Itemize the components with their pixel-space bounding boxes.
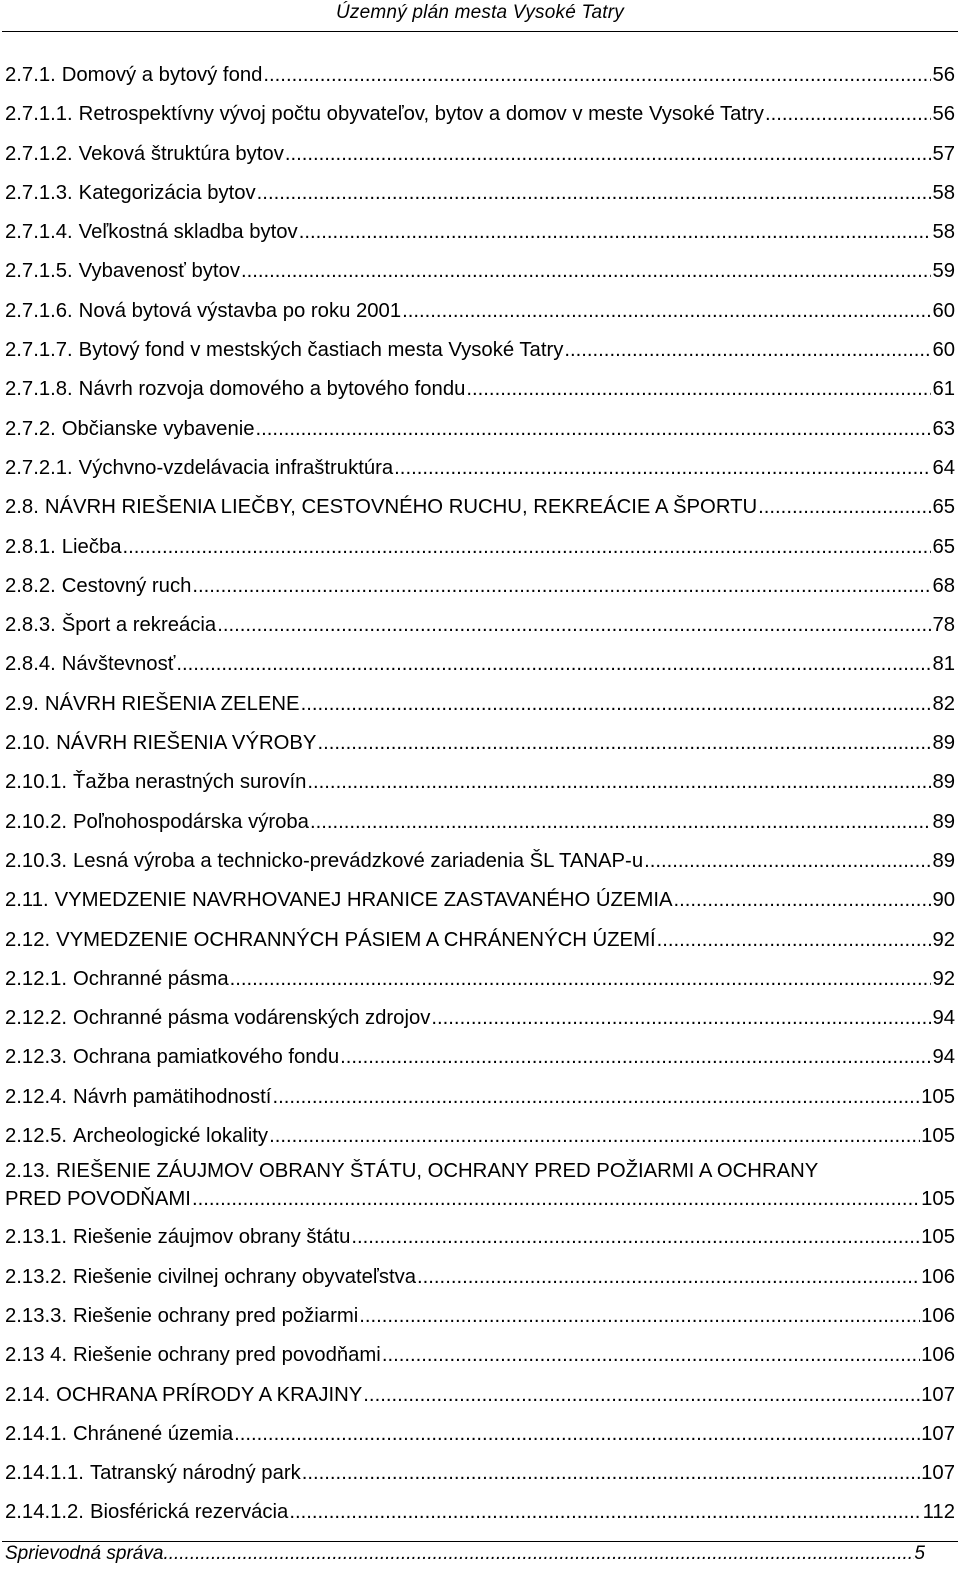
toc-entry-title: Šport a rekreácia xyxy=(61,614,217,637)
toc-entry-number: 2.8.2. xyxy=(5,574,56,597)
toc-entry-number: 2.13.2. xyxy=(5,1265,68,1288)
toc-entry-page: 63 xyxy=(932,417,955,440)
toc-entry-title: Ochranné pásma xyxy=(73,967,229,990)
toc-entry-number: 2.8.3. xyxy=(5,614,56,637)
toc-leader-dots xyxy=(301,685,932,724)
toc-entry-number: 2.10.3. xyxy=(5,849,68,872)
toc-entry[interactable] xyxy=(5,1454,955,1493)
toc-entry-number: 2.12.2. xyxy=(5,1007,68,1030)
toc-entry-number: 2.8.1. xyxy=(5,535,56,558)
toc-entry[interactable] xyxy=(5,921,955,960)
toc-entry-number: 2.7.1.1. xyxy=(5,103,73,126)
toc-entry-title: Domový a bytový fond xyxy=(61,64,263,86)
toc-entry-page: 90 xyxy=(932,889,955,912)
toc-entry-title: Nová bytová výstavba po roku 2001 xyxy=(78,299,402,322)
toc-entry-title: OCHRANA PRÍRODY A KRAJINY xyxy=(56,1383,363,1406)
toc-entry-title: Chránené územia xyxy=(73,1422,234,1445)
toc-entry-page: 94 xyxy=(932,1007,955,1030)
toc-leader-dots xyxy=(340,1038,931,1077)
toc-entry[interactable] xyxy=(5,528,955,567)
toc-entry[interactable] xyxy=(5,331,955,370)
toc-entry[interactable] xyxy=(5,567,955,606)
toc-entry[interactable] xyxy=(5,213,955,252)
toc-entry-number: 2.12.5. xyxy=(5,1125,68,1148)
toc-entry-number: 2.7.2.1. xyxy=(5,456,73,479)
toc-entry-page: 107 xyxy=(921,1383,955,1406)
toc-entry-title: Riešenie ochrany pred povodňami xyxy=(73,1344,381,1367)
toc-entry-title: NÁVRH RIEŠENIA VÝROBY xyxy=(56,732,317,755)
toc-entry-page: 78 xyxy=(932,614,955,637)
toc-leader-dots xyxy=(217,606,931,645)
toc-entry-number: 2.7.1.7. xyxy=(5,339,73,362)
toc-entry-title-continued: PRED POVODŇAMI xyxy=(5,1188,191,1211)
toc-entry[interactable] xyxy=(5,881,955,920)
toc-entry-number: 2.7.1.2. xyxy=(5,142,73,165)
toc-entry-title: Retrospektívny vývoj počtu obyvateľov, bytov a domov v meste Vysoké Tatry xyxy=(78,103,764,126)
toc-leader-dots xyxy=(317,724,931,763)
toc-entry-page: 105 xyxy=(921,1226,955,1249)
toc-entry-page: 89 xyxy=(932,771,955,794)
toc-entry-page: 58 xyxy=(932,181,955,204)
toc-entry[interactable] xyxy=(5,135,955,174)
toc-leader-dots xyxy=(363,1376,920,1415)
toc-entry[interactable] xyxy=(5,252,955,291)
toc-entry[interactable] xyxy=(5,960,955,999)
toc-leader-dots xyxy=(257,174,932,213)
toc-entry-title: VYMEDZENIE OCHRANNÝCH PÁSIEM A CHRÁNENÝCH ÚZEMÍ xyxy=(56,928,656,951)
toc-entry[interactable] xyxy=(5,1117,955,1156)
toc-entry-page: 68 xyxy=(932,574,955,597)
toc-entry-title: VYMEDZENIE NAVRHOVANEJ HRANICE ZASTAVANÉHO ÚZEMIA xyxy=(54,889,673,912)
toc-entry-title: Veková štruktúra bytov xyxy=(78,142,284,165)
header-rule xyxy=(2,31,958,32)
toc-entry-number: 2.8. xyxy=(5,496,39,519)
toc-entry-title: Návrh rozvoja domového a bytového fondu xyxy=(78,378,466,401)
toc-entry[interactable] xyxy=(5,999,955,1038)
toc-entry-number: 2.7.1. xyxy=(5,64,56,86)
toc-entry-page: 60 xyxy=(932,339,955,362)
footer-label: Sprievodná správa xyxy=(5,1543,164,1564)
toc-entry-number: 2.12. xyxy=(5,928,51,951)
toc-leader-dots xyxy=(192,1184,920,1214)
toc-entry-title: Ochrana pamiatkového fondu xyxy=(73,1046,340,1069)
toc-entry[interactable] xyxy=(5,842,955,881)
toc-entry[interactable] xyxy=(5,645,955,684)
toc-entry[interactable] xyxy=(5,1415,955,1454)
toc-leader-dots xyxy=(310,803,931,842)
toc-leader-dots xyxy=(299,213,932,252)
toc-entry-title: Návrh pamätihodností xyxy=(73,1085,272,1108)
toc-entry-line1 xyxy=(5,1156,955,1184)
toc-entry-title: Vybavenosť bytov xyxy=(78,260,240,283)
toc-entry[interactable] xyxy=(5,763,955,802)
toc-leader-dots xyxy=(256,410,932,449)
toc-entry[interactable] xyxy=(5,1038,955,1077)
toc-entry-page: 56 xyxy=(932,103,955,126)
toc-entry-page: 61 xyxy=(932,378,955,401)
toc-entry-title: Lesná výroba a technicko-prevádzkové zariadenia ŠL TANAP-u xyxy=(73,849,644,872)
toc-entry-page: 56 xyxy=(932,64,955,86)
toc-entry[interactable] xyxy=(5,410,955,449)
toc-entry-page: 58 xyxy=(932,221,955,244)
toc-entry-number: 2.13.1. xyxy=(5,1226,68,1249)
toc-entry[interactable] xyxy=(5,56,955,95)
toc-entry-page: 106 xyxy=(921,1265,955,1288)
toc-leader-dots xyxy=(674,881,932,920)
toc-entry[interactable] xyxy=(5,685,955,724)
toc-entry-title: Riešenie ochrany pred požiarmi xyxy=(73,1304,359,1327)
toc-entry-number: 2.13. xyxy=(5,1160,51,1183)
toc-entry[interactable] xyxy=(5,606,955,645)
toc-entry[interactable] xyxy=(5,1336,955,1375)
toc-leader-dots xyxy=(285,135,932,174)
toc-entry-title: Výchvno-vzdelávacia infraštruktúra xyxy=(78,456,394,479)
toc-entry-number: 2.7.1.4. xyxy=(5,221,73,244)
page-header: Územný plán mesta Vysoké Tatry xyxy=(336,2,624,23)
toc-entry-number: 2.14.1. xyxy=(5,1422,68,1445)
toc-entry-page: 92 xyxy=(932,928,955,951)
toc-entry[interactable] xyxy=(5,803,955,842)
toc-entry-number: 2.7.1.5. xyxy=(5,260,73,283)
toc-leader-dots xyxy=(644,842,931,881)
toc-entry-title: Archeologické lokality xyxy=(73,1125,269,1148)
toc-leader-dots xyxy=(564,331,931,370)
toc-entry-title: Kategorizácia bytov xyxy=(78,181,256,204)
toc-entry-page: 105 xyxy=(921,1125,955,1148)
toc-entry-page: 94 xyxy=(932,1046,955,1069)
toc-entry-page: 92 xyxy=(932,967,955,990)
toc-entry-line2 xyxy=(5,1184,955,1218)
toc-entry-page: 106 xyxy=(921,1304,955,1327)
toc-entry-page: 107 xyxy=(921,1462,955,1485)
toc-entry-page: 112 xyxy=(922,1501,955,1524)
toc-entry-number: 2.13.3. xyxy=(5,1304,68,1327)
toc-entry-page: 106 xyxy=(921,1344,955,1367)
toc-entry-page: 60 xyxy=(932,299,955,322)
toc-leader-dots xyxy=(176,645,931,684)
toc-entry-number: 2.12.4. xyxy=(5,1085,68,1108)
toc-entry-page: 65 xyxy=(932,535,955,558)
toc-entry-title: Návštevnosť xyxy=(61,653,176,676)
toc-entry-number: 2.8.4. xyxy=(5,653,56,676)
toc-leader-dots xyxy=(351,1218,920,1257)
toc-entry-number: 2.14. xyxy=(5,1383,51,1406)
toc-entry-page: 105 xyxy=(921,1188,955,1211)
toc-entry-title: Bytový fond v mestských častiach mesta Vysoké Tatry xyxy=(78,339,564,362)
page-footer xyxy=(5,1542,925,1566)
toc-leader-dots xyxy=(192,567,931,606)
toc-entry[interactable] xyxy=(5,370,955,409)
toc-entry-number: 2.10. xyxy=(5,732,51,755)
toc-entry[interactable] xyxy=(5,488,955,527)
toc-entry[interactable] xyxy=(5,1156,955,1218)
toc-entry-number: 2.7.2. xyxy=(5,417,56,440)
toc-entry-page: 89 xyxy=(932,732,955,755)
toc-entry-page: 105 xyxy=(921,1085,955,1108)
toc-entry-page: 65 xyxy=(932,496,955,519)
toc-entry[interactable] xyxy=(5,1297,955,1336)
toc-leader-dots xyxy=(758,488,931,527)
toc-entry-number: 2.9. xyxy=(5,692,39,715)
toc-leader-dots xyxy=(307,763,931,802)
toc-entry-page: 89 xyxy=(932,810,955,833)
table-of-contents xyxy=(5,56,955,1533)
toc-entry-number: 2.14.1.2. xyxy=(5,1501,84,1524)
toc-entry-number: 2.14.1.1. xyxy=(5,1462,84,1485)
toc-leader-dots xyxy=(123,528,932,567)
toc-entry-title: Veľkostná skladba bytov xyxy=(78,221,298,244)
toc-entry-page: 57 xyxy=(932,142,955,165)
toc-entry[interactable] xyxy=(5,174,955,213)
toc-entry-number: 2.12.1. xyxy=(5,967,68,990)
toc-entry[interactable] xyxy=(5,95,955,134)
toc-entry-title: Občianske vybavenie xyxy=(61,417,255,440)
footer-page-number: 5 xyxy=(914,1543,925,1564)
toc-entry-number: 2.10.1. xyxy=(5,771,68,794)
footer-leader-dots xyxy=(163,1542,914,1566)
toc-leader-dots xyxy=(394,449,931,488)
toc-entry[interactable] xyxy=(5,724,955,763)
toc-leader-dots xyxy=(241,252,931,291)
toc-leader-dots xyxy=(431,999,931,1038)
toc-leader-dots xyxy=(466,370,931,409)
toc-entry-number: 2.7.1.8. xyxy=(5,378,73,401)
toc-leader-dots xyxy=(263,56,931,95)
toc-entry-page: 59 xyxy=(932,260,955,283)
toc-entry-title: RIEŠENIE ZÁUJMOV OBRANY ŠTÁTU, OCHRANY PRED POŽIARMI A OCHRANY xyxy=(56,1160,819,1183)
toc-entry[interactable] xyxy=(5,1376,955,1415)
toc-leader-dots xyxy=(234,1415,920,1454)
toc-entry[interactable] xyxy=(5,1218,955,1257)
toc-leader-dots xyxy=(269,1117,920,1156)
toc-leader-dots xyxy=(417,1258,920,1297)
toc-entry-page: 64 xyxy=(932,456,955,479)
toc-entry-page: 89 xyxy=(932,849,955,872)
toc-entry-title: Ťažba nerastných surovín xyxy=(73,771,307,794)
toc-entry-number: 2.13 4. xyxy=(5,1344,68,1367)
toc-entry[interactable] xyxy=(5,292,955,331)
toc-entry-title: Riešenie civilnej ochrany obyvateľstva xyxy=(73,1265,417,1288)
toc-leader-dots xyxy=(765,95,932,134)
toc-entry-title: Poľnohospodárska výroba xyxy=(73,810,309,833)
toc-entry-number: 2.7.1.6. xyxy=(5,299,73,322)
toc-entry-title: Cestovný ruch xyxy=(61,574,192,597)
toc-leader-dots xyxy=(302,1454,920,1493)
toc-leader-dots xyxy=(289,1493,921,1532)
toc-leader-dots xyxy=(657,921,932,960)
toc-entry[interactable] xyxy=(5,1258,955,1297)
toc-leader-dots xyxy=(272,1078,920,1117)
toc-entry-title: Liečba xyxy=(61,535,122,558)
toc-entry-title: Tatranský národný park xyxy=(89,1462,301,1485)
toc-entry-number: 2.7.1.3. xyxy=(5,181,73,204)
toc-entry[interactable] xyxy=(5,1078,955,1117)
toc-entry-number: 2.10.2. xyxy=(5,810,68,833)
toc-entry-title: NÁVRH RIEŠENIA LIEČBY, CESTOVNÉHO RUCHU, REKREÁCIE A ŠPORTU xyxy=(44,496,758,519)
toc-leader-dots xyxy=(382,1336,920,1375)
toc-entry-page: 82 xyxy=(932,692,955,715)
toc-entry-number: 2.12.3. xyxy=(5,1046,68,1069)
toc-entry[interactable] xyxy=(5,449,955,488)
toc-leader-dots xyxy=(230,960,932,999)
toc-entry-title: Biosférická rezervácia xyxy=(89,1501,289,1524)
toc-entry-page: 107 xyxy=(921,1422,955,1445)
toc-entry-number: 2.11. xyxy=(5,889,49,912)
toc-entry[interactable] xyxy=(5,1493,955,1532)
toc-entry-title: Riešenie záujmov obrany štátu xyxy=(73,1226,351,1249)
toc-entry-page: 81 xyxy=(932,653,955,676)
toc-leader-dots xyxy=(359,1297,920,1336)
toc-entry-title: NÁVRH RIEŠENIA ZELENE xyxy=(44,692,300,715)
toc-leader-dots xyxy=(402,292,931,331)
toc-entry-title: Ochranné pásma vodárenských zdrojov xyxy=(73,1007,431,1030)
